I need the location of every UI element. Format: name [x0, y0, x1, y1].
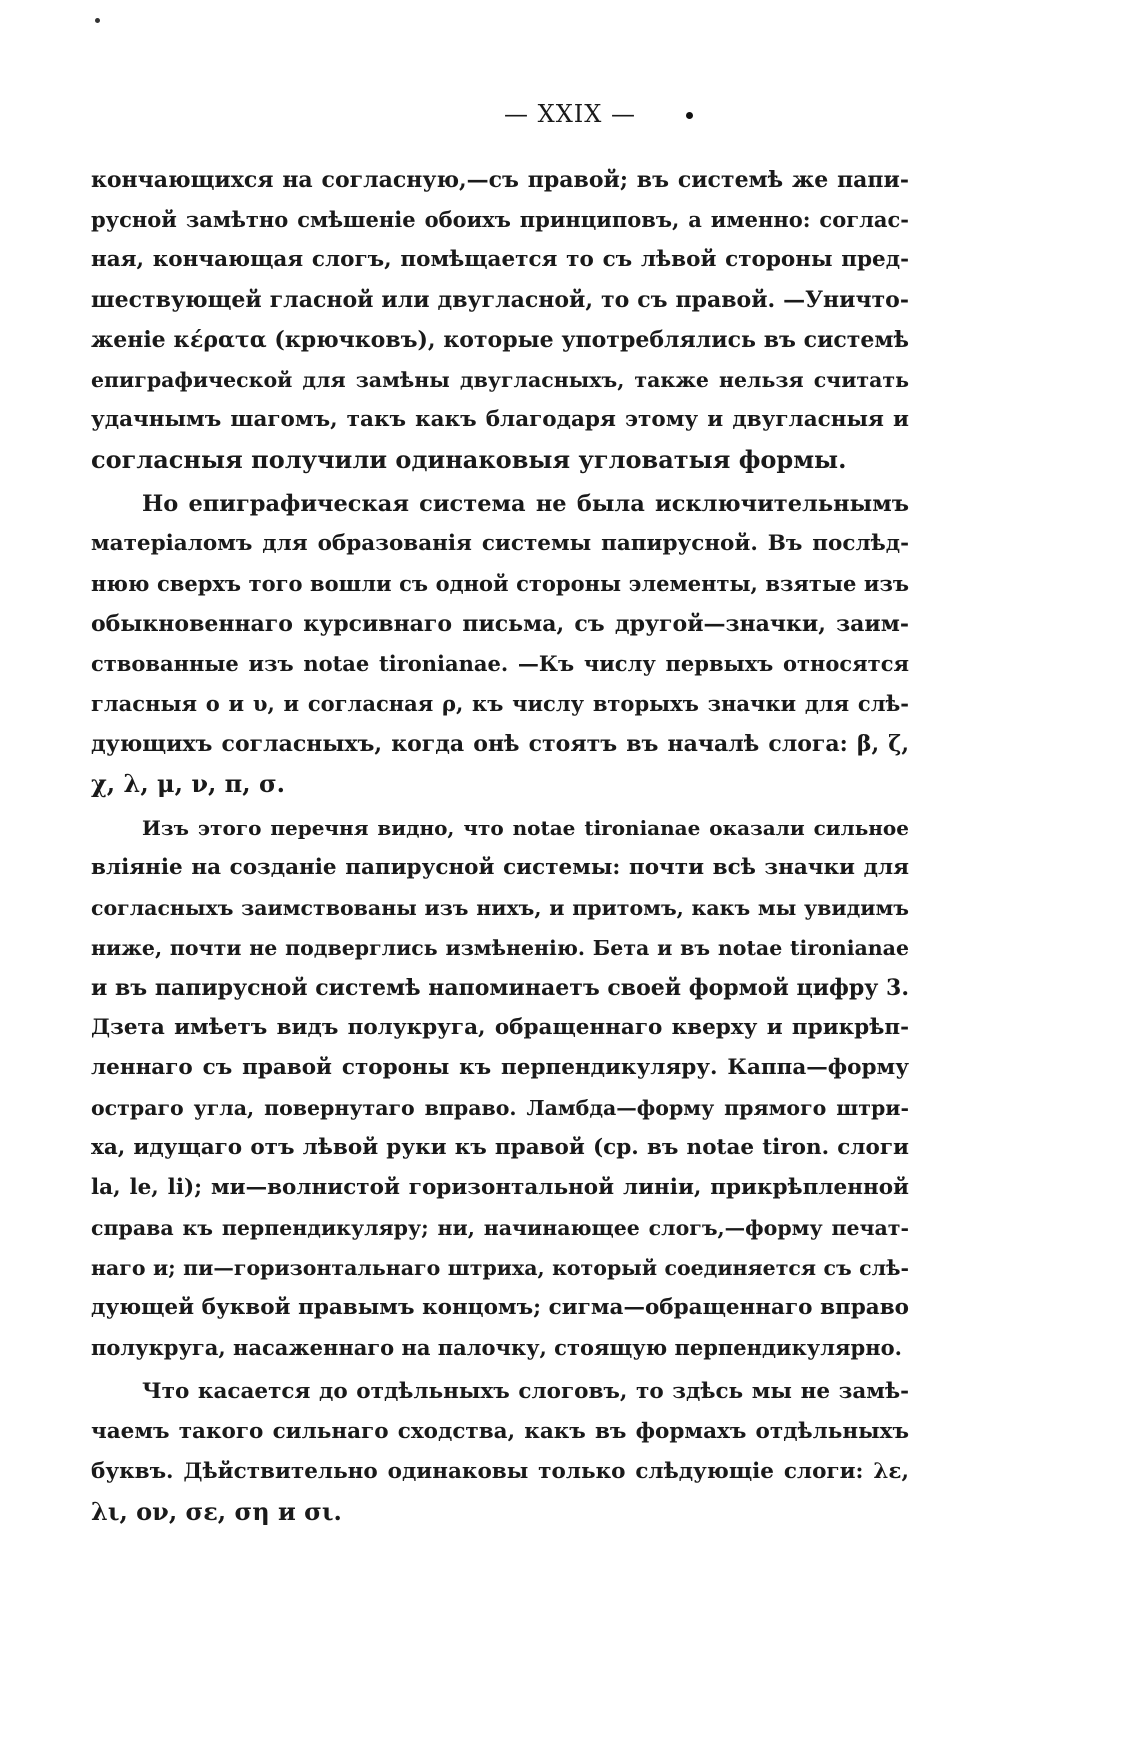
- text-line: русной замѣтно смѣшеніе обоихъ принциповъ, а именно: соглас-: [91, 207, 909, 232]
- text-line: дующей буквой правымъ концомъ; сигма—обращеннаго вправо: [91, 1295, 909, 1320]
- text-line: шествующей гласной или двугласной, то съ правой. —Уничто-: [91, 287, 909, 313]
- paragraph: [91, 1372, 909, 1532]
- text-line: согласныхъ заимствованы изъ нихъ, и притомъ, какъ мы увидимъ: [91, 896, 909, 920]
- text-line: обыкновеннаго курсивнаго письма, съ другой—значки, заим-: [91, 611, 909, 637]
- paragraph: [91, 160, 909, 480]
- text-line: леннаго съ правой стороны къ перпендикуляру. Каппа—форму: [91, 1055, 909, 1080]
- scan-speck: [95, 18, 100, 23]
- text-line: чаемъ такого сильнаго сходства, какъ въ формахъ отдѣльныхъ: [91, 1419, 909, 1444]
- text-line: удачнымъ шагомъ, такъ какъ благодаря этому и двугласныя и: [91, 407, 909, 432]
- text-line: буквъ. Дѣйствительно одинаковы только слѣдующіе слоги: λε,: [91, 1459, 909, 1484]
- text-line: ствованные изъ notae tironianae. —Къ числу первыхъ относятся: [91, 651, 909, 676]
- text-line: Дзета имѣетъ видъ полукруга, обращеннаго кверху и прикрѣп-: [91, 1015, 909, 1040]
- text-line: остраго угла, повернутаго вправо. Ламбда—форму прямого штри-: [91, 1096, 909, 1120]
- text-line: ниже, почти не подверглись измѣненію. Бета и въ notae tironianae: [91, 936, 909, 960]
- paragraph: [91, 484, 909, 804]
- page-number-header: — XXIX —: [504, 100, 636, 128]
- text-line: епиграфической для замѣны двугласныхъ, также нельзя считать: [91, 368, 909, 392]
- text-line: кончающихся на согласную,—съ правой; въ системѣ же папи-: [91, 167, 909, 193]
- text-line: нюю сверхъ того вошли съ одной стороны элементы, взятые изъ: [91, 571, 909, 596]
- text-line: Что касается до отдѣльныхъ слоговъ, то здѣсь мы не замѣ-: [142, 1379, 909, 1404]
- text-line: матеріаломъ для образованія системы папирусной. Въ послѣд-: [91, 531, 909, 556]
- text-line: согласныя получили одинаковыя угловатыя формы.: [91, 445, 847, 474]
- text-line: вліяніе на созданіе папирусной системы: почти всѣ значки для: [91, 855, 909, 880]
- text-line: ха, идущаго отъ лѣвой руки къ правой (ср. въ notae tiron. слоги: [91, 1135, 909, 1160]
- text-line: справа къ перпендикуляру; ни, начинающее слогъ,—форму печат-: [91, 1216, 909, 1240]
- text-line: наго и; пи—горизонтальнаго штриха, который соединяется съ слѣ-: [91, 1256, 909, 1280]
- text-line: женіе κέρατα (крючковъ), которые употреблялись въ системѣ: [91, 327, 909, 353]
- text-line: Изъ этого перечня видно, что notae tironianae оказали сильное: [142, 816, 909, 840]
- body-text: [91, 160, 909, 1532]
- text-line: ная, кончающая слогъ, помѣщается то съ лѣвой стороны пред-: [91, 247, 909, 272]
- text-line: гласныя ο и υ, и согласная ρ, къ числу вторыхъ значки для слѣ-: [91, 691, 909, 716]
- text-line: χ, λ, μ, ν, π, σ.: [91, 769, 286, 798]
- text-line: дующихъ согласныхъ, когда онѣ стоятъ въ началѣ слога: β, ζ,: [91, 731, 909, 757]
- text-line: Но епиграфическая система не была исключительнымъ: [142, 491, 909, 517]
- paragraph: [91, 808, 909, 1368]
- text-line: la, le, li); ми—волнистой горизонтальной линіи, прикрѣпленной: [91, 1175, 909, 1200]
- text-line: и въ папирусной системѣ напоминаетъ своей формой цифру 3.: [91, 975, 909, 1001]
- text-line: полукруга, насаженнаго на палочку, стоящую перпендикулярно.: [91, 1335, 902, 1360]
- text-line: λι, ον, σε, ση и σι.: [91, 1497, 342, 1526]
